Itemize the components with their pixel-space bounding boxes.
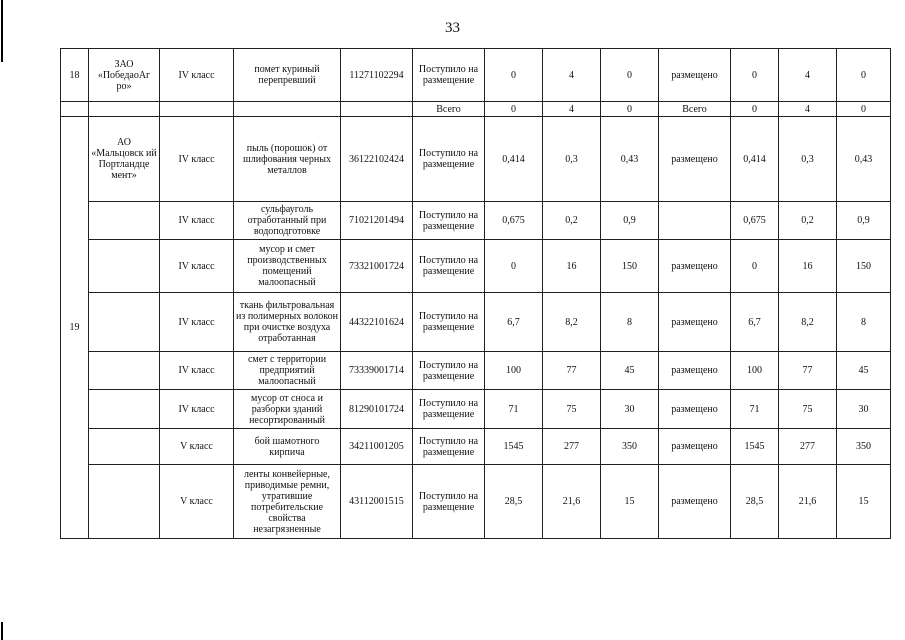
value-a: 0	[485, 102, 543, 117]
status: Поступило на размещение	[413, 293, 485, 352]
value-d: 0	[731, 102, 779, 117]
fkko-code	[341, 102, 413, 117]
value-c: 150	[601, 240, 659, 293]
result: размещено	[659, 429, 731, 465]
value-b: 4	[543, 49, 601, 102]
value-d: 0	[731, 240, 779, 293]
value-a: 71	[485, 390, 543, 429]
fkko-code: 34211001205	[341, 429, 413, 465]
scan-edge-mark	[1, 0, 3, 62]
value-d: 0,414	[731, 117, 779, 202]
value-c: 350	[601, 429, 659, 465]
result: размещено	[659, 390, 731, 429]
value-e: 75	[779, 390, 837, 429]
value-f: 150	[837, 240, 891, 293]
hazard-class: IV класс	[160, 352, 234, 390]
value-b: 75	[543, 390, 601, 429]
result: Всего	[659, 102, 731, 117]
organization	[89, 293, 160, 352]
result: размещено	[659, 117, 731, 202]
value-e: 0,3	[779, 117, 837, 202]
waste-table	[60, 48, 891, 539]
waste-name: мусор от сноса и разборки зданий несортированный	[234, 390, 341, 429]
organization	[89, 390, 160, 429]
value-f: 45	[837, 352, 891, 390]
hazard-class: IV класс	[160, 49, 234, 102]
hazard-class: V класс	[160, 465, 234, 539]
value-d: 1545	[731, 429, 779, 465]
value-e: 4	[779, 49, 837, 102]
hazard-class: IV класс	[160, 390, 234, 429]
value-f: 0,9	[837, 202, 891, 240]
value-a: 6,7	[485, 293, 543, 352]
value-a: 0	[485, 49, 543, 102]
value-c: 45	[601, 352, 659, 390]
status: Поступило на размещение	[413, 49, 485, 102]
status: Поступило на размещение	[413, 202, 485, 240]
value-f: 30	[837, 390, 891, 429]
organization: ЗАО «ПобедаоАг ро»	[89, 49, 160, 102]
waste-name: пыль (порошок) от шлифования черных металлов	[234, 117, 341, 202]
value-e: 16	[779, 240, 837, 293]
organization	[89, 202, 160, 240]
status: Поступило на размещение	[413, 429, 485, 465]
value-b: 16	[543, 240, 601, 293]
value-f: 0	[837, 49, 891, 102]
value-a: 0,675	[485, 202, 543, 240]
table-row	[61, 49, 891, 102]
value-d: 71	[731, 390, 779, 429]
status: Поступило на размещение	[413, 240, 485, 293]
value-e: 21,6	[779, 465, 837, 539]
result	[659, 202, 731, 240]
value-e: 0,2	[779, 202, 837, 240]
waste-name: бой шамотного кирпича	[234, 429, 341, 465]
table-row	[61, 293, 891, 352]
value-a: 28,5	[485, 465, 543, 539]
hazard-class: IV класс	[160, 240, 234, 293]
waste-name	[234, 102, 341, 117]
value-c: 15	[601, 465, 659, 539]
scan-edge-mark	[1, 622, 3, 640]
value-d: 0	[731, 49, 779, 102]
value-c: 0,9	[601, 202, 659, 240]
organization	[89, 240, 160, 293]
fkko-code: 71021201494	[341, 202, 413, 240]
table-row	[61, 240, 891, 293]
waste-name: смет с территории предприятий малоопасный	[234, 352, 341, 390]
value-c: 30	[601, 390, 659, 429]
status: Поступило на размещение	[413, 465, 485, 539]
value-c: 0	[601, 49, 659, 102]
value-b: 4	[543, 102, 601, 117]
value-d: 6,7	[731, 293, 779, 352]
table-row	[61, 352, 891, 390]
value-b: 77	[543, 352, 601, 390]
result: размещено	[659, 240, 731, 293]
status: Поступило на размещение	[413, 117, 485, 202]
table-row	[61, 465, 891, 539]
value-f: 0,43	[837, 117, 891, 202]
value-a: 0,414	[485, 117, 543, 202]
value-e: 8,2	[779, 293, 837, 352]
value-a: 100	[485, 352, 543, 390]
waste-name: ткань фильтровальная из полимерных волокон при очистке воздуха отработанная	[234, 293, 341, 352]
fkko-code: 36122102424	[341, 117, 413, 202]
value-b: 21,6	[543, 465, 601, 539]
fkko-code: 73321001724	[341, 240, 413, 293]
waste-name: мусор и смет производственных помещений малоопасный	[234, 240, 341, 293]
organization	[89, 102, 160, 117]
value-b: 0,2	[543, 202, 601, 240]
hazard-class	[160, 102, 234, 117]
organization	[89, 429, 160, 465]
table-row	[61, 117, 891, 202]
table-row	[61, 202, 891, 240]
waste-name: помет куриный перепревший	[234, 49, 341, 102]
value-e: 277	[779, 429, 837, 465]
organization	[89, 352, 160, 390]
value-f: 350	[837, 429, 891, 465]
hazard-class: IV класс	[160, 202, 234, 240]
hazard-class: IV класс	[160, 293, 234, 352]
value-c: 8	[601, 293, 659, 352]
result: размещено	[659, 49, 731, 102]
status: Поступило на размещение	[413, 390, 485, 429]
value-a: 1545	[485, 429, 543, 465]
fkko-code: 81290101724	[341, 390, 413, 429]
value-a: 0	[485, 240, 543, 293]
status: Всего	[413, 102, 485, 117]
organization	[89, 465, 160, 539]
table-row	[61, 390, 891, 429]
value-d: 28,5	[731, 465, 779, 539]
page-number: 33	[445, 20, 460, 36]
fkko-code: 43112001515	[341, 465, 413, 539]
hazard-class: IV класс	[160, 117, 234, 202]
organization: АО «Мальцовск ий Портландце мент»	[89, 117, 160, 202]
value-d: 0,675	[731, 202, 779, 240]
result: размещено	[659, 293, 731, 352]
value-b: 8,2	[543, 293, 601, 352]
fkko-code: 11271102294	[341, 49, 413, 102]
value-d: 100	[731, 352, 779, 390]
row-number	[61, 102, 89, 117]
table-row	[61, 429, 891, 465]
value-e: 4	[779, 102, 837, 117]
waste-name: ленты конвейерные, приводимые ремни, утратившие потребительские свойства незагрязненные	[234, 465, 341, 539]
hazard-class: V класс	[160, 429, 234, 465]
value-c: 0,43	[601, 117, 659, 202]
waste-name: сульфауголь отработанный при водоподготовке	[234, 202, 341, 240]
total-row	[61, 102, 891, 117]
value-f: 0	[837, 102, 891, 117]
value-e: 77	[779, 352, 837, 390]
value-f: 15	[837, 465, 891, 539]
fkko-code: 44322101624	[341, 293, 413, 352]
fkko-code: 73339001714	[341, 352, 413, 390]
value-b: 277	[543, 429, 601, 465]
value-b: 0,3	[543, 117, 601, 202]
value-c: 0	[601, 102, 659, 117]
result: размещено	[659, 465, 731, 539]
status: Поступило на размещение	[413, 352, 485, 390]
result: размещено	[659, 352, 731, 390]
row-number: 18	[61, 49, 89, 102]
value-f: 8	[837, 293, 891, 352]
row-number: 19	[61, 117, 89, 539]
